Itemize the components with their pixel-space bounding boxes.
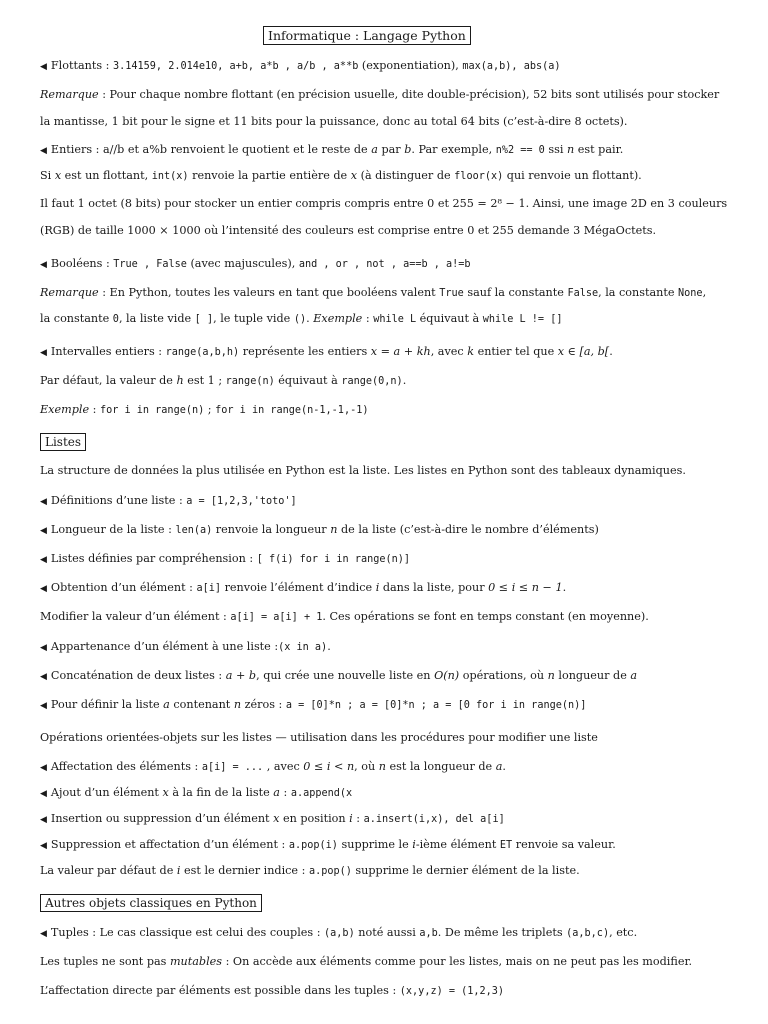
bullet-icon: ◀ bbox=[40, 526, 47, 536]
text-line: (RGB) de taille 1000 × 1000 où l’intensité des couleurs est comprise entre 0 et 255 demande 3 MégaOctets. bbox=[40, 224, 656, 237]
bullet-icon: ◀ bbox=[40, 815, 47, 825]
text-line: Par défaut, la valeur de h est 1 ; range(n) équivaut à range(0,n). bbox=[40, 374, 407, 387]
list-item: ◀ Tuples : Le cas classique est celui des couples : (a,b) noté aussi a,b. De même les triplets (a,b,c), etc. bbox=[40, 926, 638, 939]
list-item: ◀ Concaténation de deux listes : a + b, qui crée une nouvelle liste en O(n) opérations, où n longueur de a bbox=[40, 669, 638, 682]
text-line: la constante 0, la liste vide [ ], le tuple vide (). Exemple : while L équivaut à while L != [] bbox=[40, 312, 563, 325]
list-item: ◀ Insertion ou suppression d’un élément x en position i : a.insert(i,x), del a[i] bbox=[40, 812, 505, 825]
text-line: Il faut 1 octet (8 bits) pour stocker un entier compris compris entre 0 et 255 = 2⁸ − 1. Ainsi, une image 2D en 3 couleurs bbox=[40, 197, 728, 210]
list-item: ◀ Longueur de la liste : len(a) renvoie la longueur n de la liste (c’est-à-dire le nombre d’éléments) bbox=[40, 523, 599, 536]
bullet-icon: ◀ bbox=[40, 260, 47, 270]
bullet-icon: ◀ bbox=[40, 841, 47, 851]
bullet-icon: ◀ bbox=[40, 643, 47, 653]
text-line: ◀ Flottants : 3.14159, 2.014e10, a+b, a*b , a/b , a**b (exponentiation), max(a,b), abs(a) bbox=[40, 59, 561, 72]
text-line: ◀ Booléens : True , False (avec majuscules), and , or , not , a==b , a!=b bbox=[40, 257, 471, 270]
bullet-icon: ◀ bbox=[40, 763, 47, 773]
text-line: Exemple : for i in range(n) ; for i in range(n-1,-1,-1) bbox=[40, 403, 369, 416]
section-heading-listes: Listes bbox=[40, 433, 86, 451]
list-item: ◀ Pour définir la liste a contenant n zéros : a = [0]*n ; a = [0]*n ; a = [0 for i in range(n)] bbox=[40, 698, 587, 711]
bullet-icon: ◀ bbox=[40, 672, 47, 682]
text-line: ◀ Intervalles entiers : range(a,b,h) représente les entiers x = a + kh, avec k entier tel que x ∈ [a, b[. bbox=[40, 345, 613, 358]
list-item: ◀ Ajout d’un élément x à la fin de la liste a : a.append(x bbox=[40, 786, 353, 799]
page-title: Informatique : Langage Python bbox=[263, 26, 471, 45]
list-item: ◀ Listes définies par compréhension : [ f(i) for i in range(n)] bbox=[40, 552, 411, 565]
list-item: ◀ Obtention d’un élément : a[i] renvoie l’élément d’indice i dans la liste, pour 0 ≤ i ≤ n − 1. bbox=[40, 581, 567, 594]
text-line: La structure de données la plus utilisée en Python est la liste. Les listes en Python sont des tableaux dynamiques. bbox=[40, 464, 686, 477]
bullet-icon: ◀ bbox=[40, 701, 47, 711]
text-line: Opérations orientées-objets sur les listes — utilisation dans les procédures pour modifier une liste bbox=[40, 731, 598, 744]
text-line: L’affectation directe par éléments est possible dans les tuples : (x,y,z) = (1,2,3) bbox=[40, 984, 505, 997]
list-item: ◀ Appartenance d’un élément à une liste :(x in a). bbox=[40, 640, 331, 653]
list-item: ◀ Définitions d’une liste : a = [1,2,3,'toto'] bbox=[40, 494, 297, 507]
list-item: ◀ Suppression et affectation d’un élément : a.pop(i) supprime le i-ième élément ET renvoie sa valeur. bbox=[40, 838, 616, 851]
list-item: ◀ Affectation des éléments : a[i] = ... , avec 0 ≤ i < n, où n est la longueur de a. bbox=[40, 760, 506, 773]
bullet-icon: ◀ bbox=[40, 789, 47, 799]
bullet-icon: ◀ bbox=[40, 555, 47, 565]
text-line: Remarque : Pour chaque nombre flottant (en précision usuelle, dite double-précision), 52 bits sont utilisés pour stocker bbox=[40, 88, 720, 101]
text-line: Remarque : En Python, toutes les valeurs en tant que booléens valent True sauf la constante False, la constante None, bbox=[40, 286, 707, 299]
bullet-icon: ◀ bbox=[40, 584, 47, 594]
text-line: Si x est un flottant, int(x) renvoie la partie entière de x (à distinguer de floor(x) qui renvoie un flottant). bbox=[40, 169, 642, 182]
section-heading-autres-objets: Autres objets classiques en Python bbox=[40, 894, 262, 912]
text-line: Les tuples ne sont pas mutables : On accède aux éléments comme pour les listes, mais on ne peut pas les modifier. bbox=[40, 955, 693, 968]
bullet-icon: ◀ bbox=[40, 146, 47, 156]
bullet-icon: ◀ bbox=[40, 348, 47, 358]
bullet-icon: ◀ bbox=[40, 497, 47, 507]
text-line: la mantisse, 1 bit pour le signe et 11 bits pour la puissance, donc au total 64 bits (c’est-à-dire 8 octets). bbox=[40, 115, 628, 128]
bullet-icon: ◀ bbox=[40, 62, 47, 72]
bullet-icon: ◀ bbox=[40, 929, 47, 939]
text-line: La valeur par défaut de i est le dernier indice : a.pop() supprime le dernier élément de la liste. bbox=[40, 864, 580, 877]
text-line: ◀ Entiers : a//b et a%b renvoient le quotient et le reste de a par b. Par exemple, n%2 == 0 ssi n est pair. bbox=[40, 143, 624, 156]
text-line: Modifier la valeur d’un élément : a[i] = a[i] + 1. Ces opérations se font en temps constant (en moyenne). bbox=[40, 610, 649, 623]
